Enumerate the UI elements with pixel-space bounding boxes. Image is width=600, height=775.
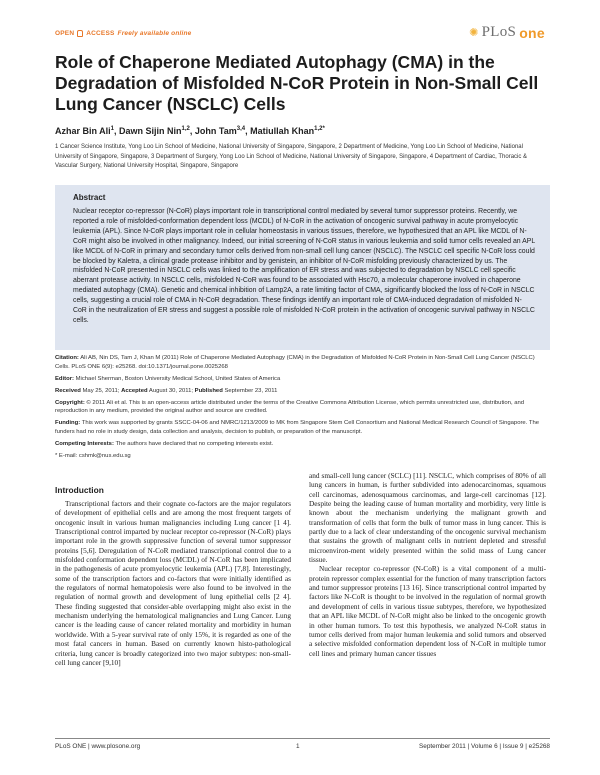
paragraph xyxy=(309,564,546,657)
funding xyxy=(55,419,550,436)
copyright xyxy=(55,399,550,416)
competing-label: Competing Interests: xyxy=(55,440,114,447)
published-label: Published xyxy=(194,387,223,394)
open-access-left: OPEN xyxy=(55,30,75,37)
journal-logo-right: one xyxy=(519,24,545,41)
abstract-box xyxy=(55,185,550,350)
right-column xyxy=(309,471,546,658)
author-affiliation-mark: 1,2 xyxy=(181,126,190,132)
paragraph-text: Nuclear receptor co-repressor (N-CoR) is a vital component of a multi-protein repressor complex essential for the function of many transcription factors and tumor suppressor proteins [13 16]. Since transcriptional control imparted by factors like N-CoR is thought to be involved in the regulation of normal growth and development of cells in various tissue subtypes, therefore, we hypothesized that an APL like MCDL of N-CoR might also be linked to the oncogenic growth in other human tumors. To test this hypothesis, we analyzed N-CoR status in tumor cells derived from major human leukemia and solid tumors and observed a selective misfolded conformation dependent loss of N-CoR in multiple tumor cell lines and primary human cancer tissues xyxy=(309,564,546,658)
footer-journal: PLoS ONE | www.plosone.org xyxy=(55,743,141,750)
editor-label: Editor: xyxy=(55,375,74,382)
footer-issue: September 2011 | Volume 6 | Issue 9 | e25268 xyxy=(419,743,550,750)
abstract-text: Nuclear receptor co-repressor (N-CoR) plays important role in transcriptional control mediated by several tumor suppressor proteins. Recently, we reported a role of misfolded-conformation dependent loss (MCDL) of N-CoR in the activation of oncogenic survival pathway in acute promyelocytic leukemia (APL). Since N-CoR plays important role in cellular homeostasis in various tissues, therefore, we hypothesized that an APL like MCDL of N-CoR might also be involved in other malignancy. Indeed, our initial screening of N-CoR status in various leukemia and solid tumor cells revealed an APL like MCDL of N-CoR in primary and secondary tumor cells derived from non-small cell lung cancer (NSCLC). The NSCLC cell specific N-CoR loss could be blocked by Kaletra, a clinical grade protease inhibitor and by genistein, an inhibitor of N-CoR misfolding previously characterized by us. The misfolded N-CoR presented in NSCLC cells was linked to the amplification of ER stress and was subjected to degradation by NSCLC cell specific aberrant protease activity. In NSCLC cells, misfolded N-CoR was found to be associated with Hsc70, a molecular chaperone involved in chaperone mediated autophagy (CMA). Genetic and chemical inhibition of Lamp2A, a rate limiting factor of CMA, significantly blocked the loss of N-CoR in NSCLC cells, suggesting a crucial role of CMA in N-CoR degradation. These findings identify an important role of CMA-induced degradation of misfolded N-CoR in the neutralization of ER stress and suggest a possible role of misfolded N-CoR protein in the activation of oncogenic survival pathway in NSCLC cells. xyxy=(73,208,535,324)
editor xyxy=(55,375,550,384)
author-name: Matiullah Khan xyxy=(250,126,315,136)
citation xyxy=(55,354,550,371)
accepted-date: August 30, 2011; xyxy=(148,387,194,394)
published-date: September 23, 2011 xyxy=(224,387,278,394)
author-affiliation-mark: 3,4 xyxy=(236,126,246,132)
author-list xyxy=(55,126,555,136)
abstract-heading: Abstract xyxy=(73,193,106,202)
left-column xyxy=(55,499,291,667)
paragraph-text: Transcriptional factors and their cognate co-factors are the major regulators of development of epithelial cells and are among the most frequent targets of oncogenic insult in various human malignancies including Lung cancer [1 4]. Transcriptional control imparted by nuclear receptor co-repressor (N-CoR) plays important role in the growth suppressive function of several tumor suppressor proteins [5,6]. Deregulation of N-CoR mediated transcriptional control due to a misfolded conformation dependent loss (MCDL) of N-CoR has been implicated in the pathogenesis of acute promyelocytic leukemia (APL) [7,8]. Interestingly, some of the transcription factors and co-factors that were initially identified as the regulators of normal hematopoiesis were also found to be involved in the regulation of normal growth and development of lung epithelial cells [2 4]. These finding suggested that consider-able overlapping might also exist in the mechanism underlying the hematological malignancies and Lung Cancer. Lung cancer is the leading cause of cancer related mortality and morbidity in human worldwide. With a 5-year survival rate of only 15%, it is regarded as one of the most fatal cancers in human. Based on currently known histo-pathological criteria, lung cancer is broadly categorized into two major subtypes: non-small-cell lung cancer [9,10] xyxy=(55,499,291,667)
editor-text: Michael Sherman, Boston University Medical School, United States of America xyxy=(75,375,281,382)
email: * E-mail: cshmk@nus.edu.sg xyxy=(55,452,131,459)
author-affiliation-mark: 1 xyxy=(110,126,115,132)
author-name: John Tam xyxy=(194,126,237,136)
author-separator: , xyxy=(245,126,251,136)
author-affiliation-mark: 1,2* xyxy=(314,126,325,132)
paragraph xyxy=(309,471,546,564)
competing-text: The authors have declared that no competing interests exist. xyxy=(115,440,274,447)
paragraph-text: and small-cell lung cancer (SCLC) [11]. NSCLC, which comprises of 80% of all lung cancers in human, is further subdivided into adenocarcinomas, squamous cell carcinomas, adenosquamous carcinomas, and large-cell carcinomas [12]. Despite being the leading cause of human mortality and morbidity, very little is known about the mechanism underlying the malignant growth and transformation of cells that form the bulk of tumor mass in lung cancer. This is partly due to a lack of clear understanding of the oncogenic survival mechanism that sustains the growth of malignant cells in nutrient depleted and stressful microenviron-ment widely presented within the solid mass of Lung cancer tissue. xyxy=(309,471,546,565)
author-separator: , xyxy=(114,126,120,136)
received-label: Received xyxy=(55,387,81,394)
copyright-label: Copyright: xyxy=(55,399,85,406)
star-icon: ✺ xyxy=(469,27,479,39)
article-metadata xyxy=(55,354,550,464)
footer-divider xyxy=(55,738,550,739)
received-date: May 25, 2011; xyxy=(82,387,120,394)
author-name: Azhar Bin Ali xyxy=(55,126,111,136)
paragraph xyxy=(55,499,291,667)
author-name: Dawn Sijin Nin xyxy=(119,126,182,136)
article-title: Role of Chaperone Mediated Autophagy (CMA) in the Degradation of Misfolded N-CoR Protein in Non-Small Cell Lung Cancer (NSCLC) Cells xyxy=(55,52,539,114)
citation-label: Citation: xyxy=(55,355,79,361)
funding-text: This work was supported by grants SSCC-04-06 and NMRC/1213/2009 to MK from Singapore Stem Cell Consortium and National Medical Research Council of Singapore. The funders had no role in study design, data collection and analysis, decision to publish, or preparation of the manuscript. xyxy=(55,420,540,435)
introduction-heading: Introduction xyxy=(55,485,104,495)
citation-text: Ali AB, Nin DS, Tam J, Khan M (2011) Role of Chaperone Mediated Autophagy (CMA) in the Degradation of Misfolded N-CoR Protein in Non-Small Cell Lung Cancer (NSCLC) Cells. PLoS ONE 6(9): e25268. doi:10.1371/journal.pone.0025268 xyxy=(55,355,535,370)
top-bar xyxy=(55,26,545,44)
page-number: 1 xyxy=(296,743,300,750)
dates xyxy=(55,387,550,396)
open-access-right: ACCESS xyxy=(86,30,115,37)
funding-label: Funding: xyxy=(55,420,81,427)
freely-available-label: Freely available online xyxy=(117,30,192,37)
journal-logo xyxy=(469,24,545,41)
open-access-badge xyxy=(55,30,192,37)
open-lock-icon xyxy=(77,30,83,37)
journal-logo-left: PLoS xyxy=(481,24,517,40)
accepted-label: Accepted xyxy=(121,387,148,394)
affiliations: 1 Cancer Science Institute, Yong Loo Lin School of Medicine, National University of Singapore, Singapore, 2 Department of Medicine, Yong Loo Lin School of Medicine, National University of Singapore, Singapore, 3 Department of Surgery, Yong Loo Lin School of Medicine, National University of Singapore, Singapore, 4 Department of Cardiac, Thoracic & Vascular Surgery, National University Hospital, Singapore, Singapore xyxy=(55,144,528,170)
author-separator: , xyxy=(189,126,195,136)
copyright-text: © 2011 Ali et al. This is an open-access article distributed under the terms of the Creative Commons Attribution License, which permits unrestricted use, distribution, and reproduction in any medium, provided the original author and source are credited. xyxy=(55,399,525,415)
competing-interests xyxy=(55,440,550,449)
